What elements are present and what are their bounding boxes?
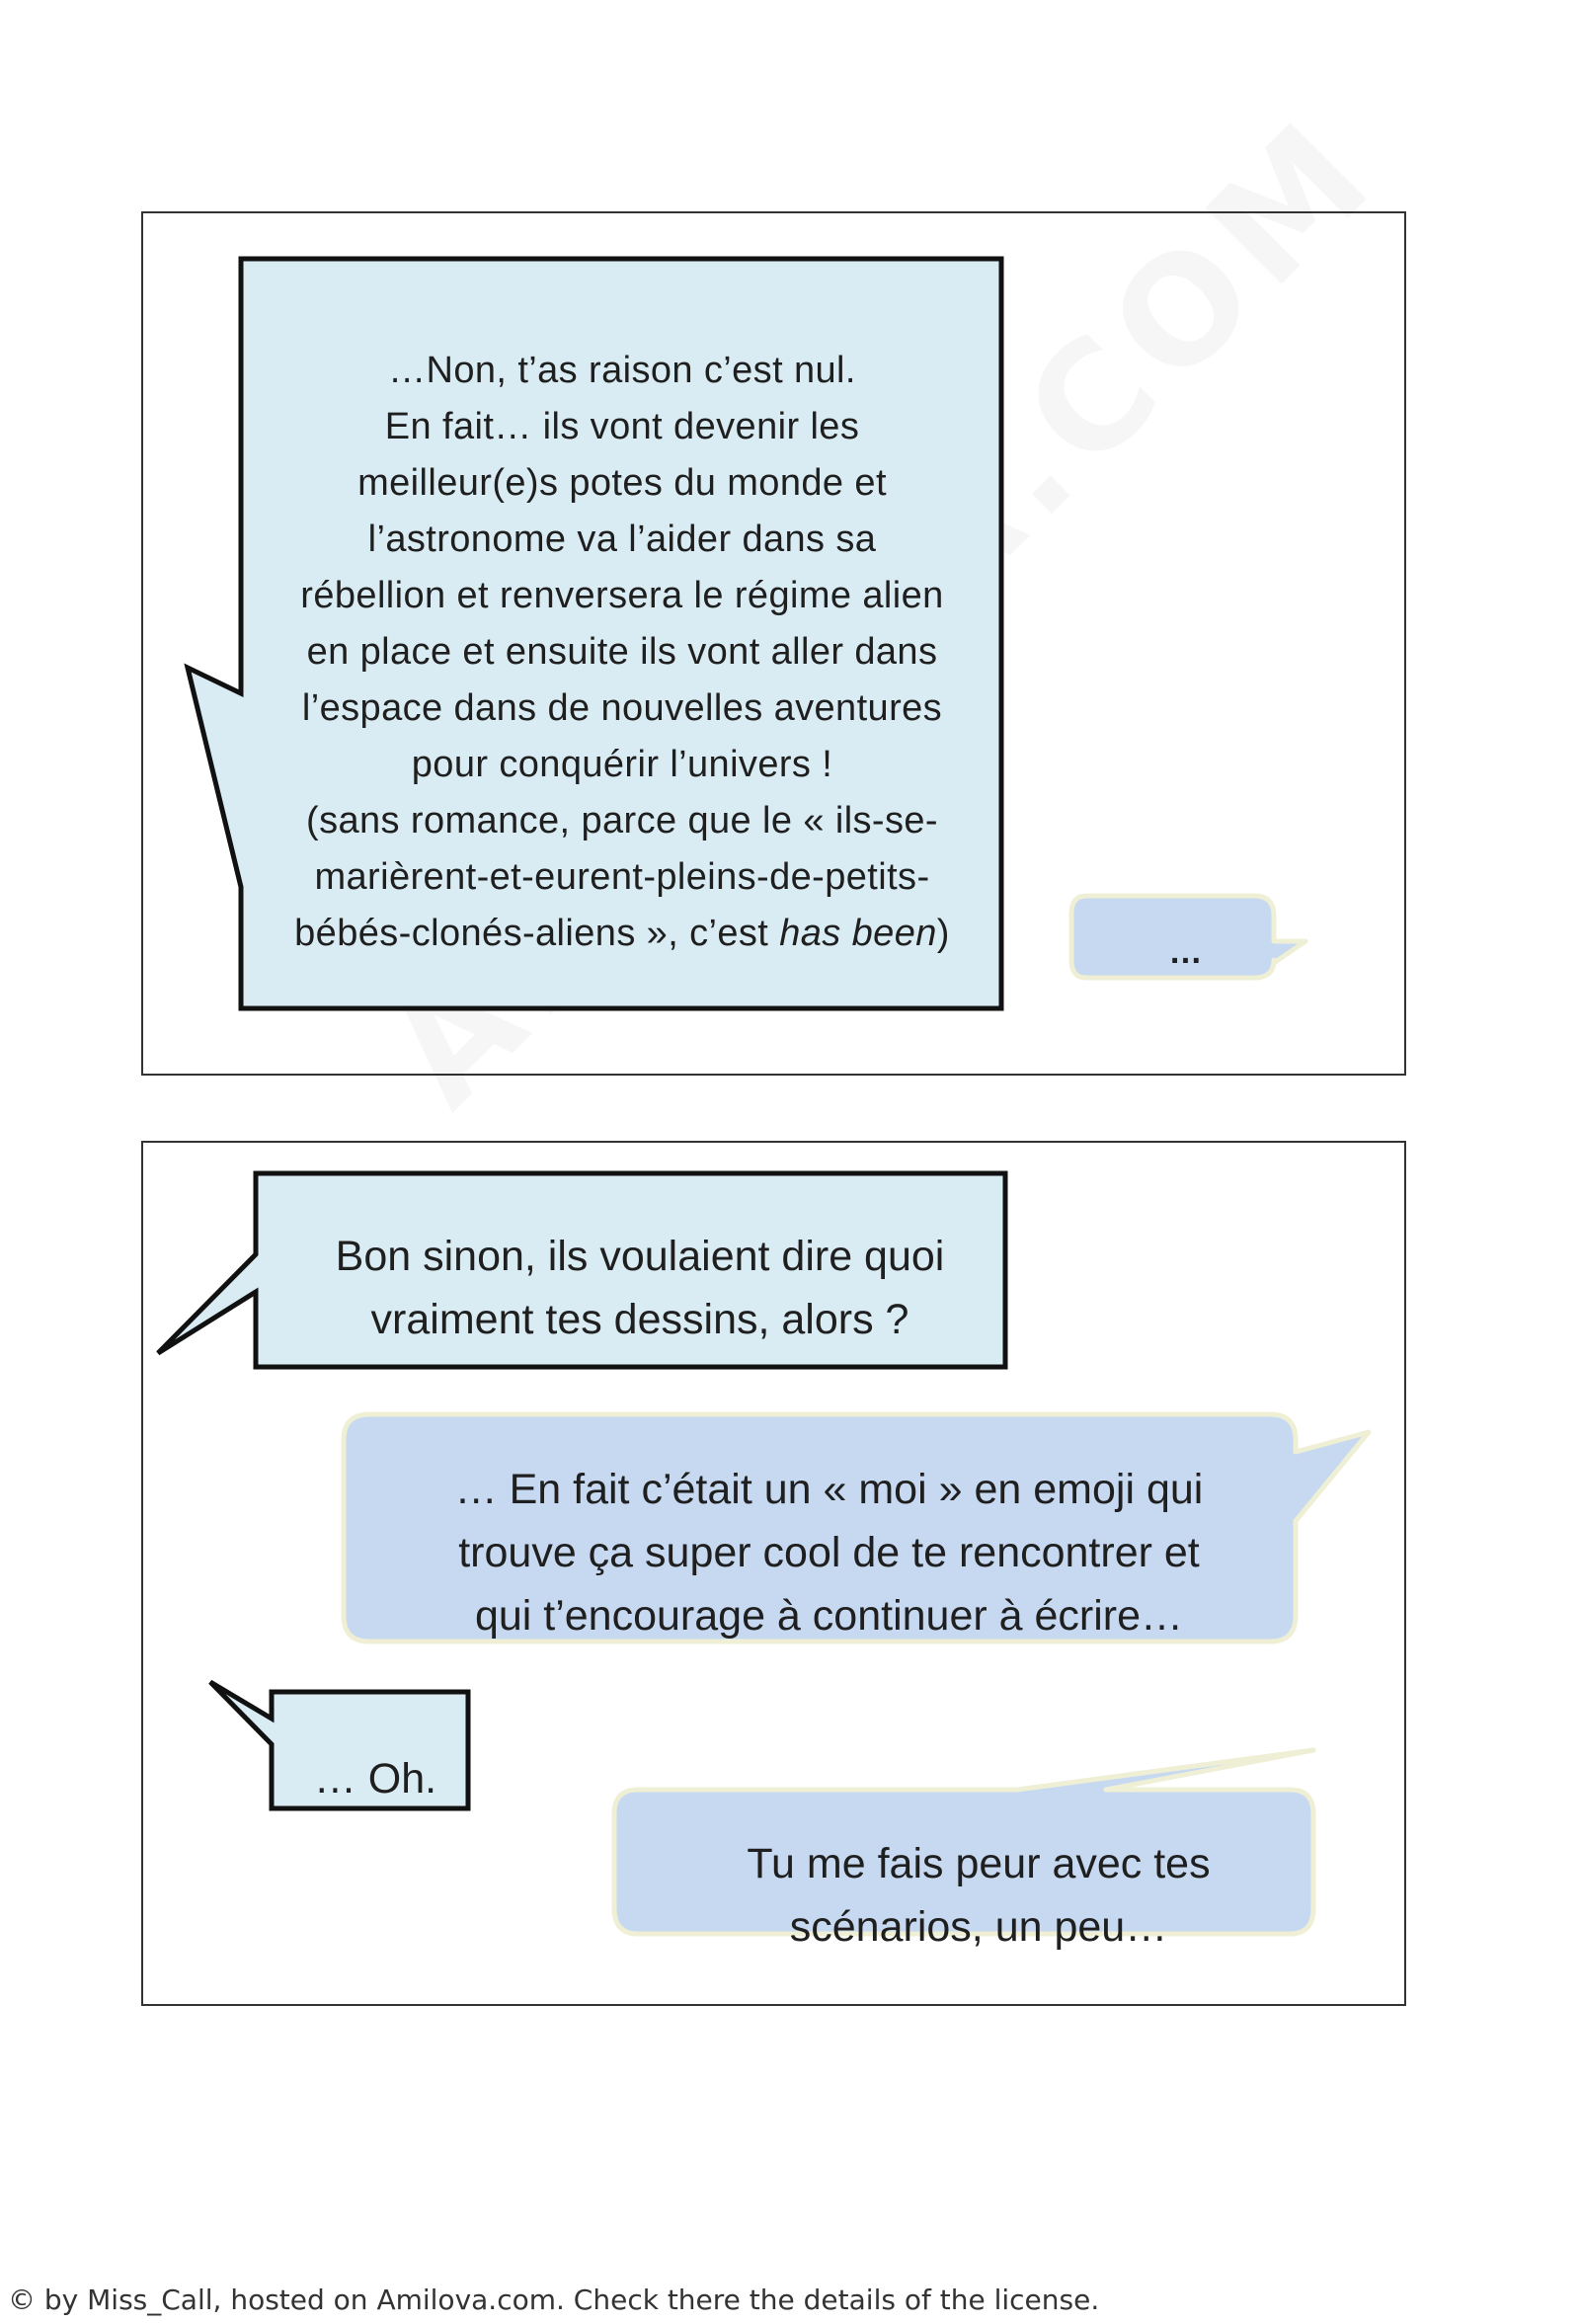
bubble-line: l’astronome va l’aider dans sa — [367, 518, 877, 560]
bubble-line: qui t’encourage à continuer à écrire… — [474, 1592, 1184, 1640]
bubble-line: … En fait c’était un « moi » en emoji qui — [454, 1466, 1204, 1513]
bubble-text-question — [259, 1191, 1021, 1385]
bubble-line: Bon sinon, ils voulaient dire quoi — [335, 1233, 945, 1280]
bubble-line: pour conquérir l’univers ! — [411, 743, 833, 785]
bubble-text-ellipsis: … — [1168, 932, 1205, 971]
bubble-line: En fait… ils vont devenir les — [384, 405, 860, 447]
bubble-text-long — [252, 331, 992, 973]
bubble-text-emoji — [343, 1438, 1315, 1667]
bubble-line-suffix: ) — [936, 912, 950, 954]
bubble-line: vraiment tes dessins, alors ? — [370, 1296, 909, 1343]
bubble-text-fear — [624, 1825, 1333, 1965]
bubble-line: …Non, t’as raison c’est nul. — [388, 349, 856, 391]
bubble-text-oh: … Oh. — [313, 1754, 437, 1803]
bubble-line: meilleur(e)s potes du monde et — [357, 461, 887, 504]
license-footer: © by Miss_Call, hosted on Amilova.com. Check there the details of the license. — [8, 2284, 1100, 2316]
bubble-line: marièrent-et-eurent-pleins-de-petits- — [314, 855, 930, 898]
bubble-line: (sans romance, parce que le « ils-se- — [306, 799, 938, 841]
bubble-line: Tu me fais peur avec tes — [747, 1840, 1211, 1887]
bubble-line: en place et ensuite ils vont aller dans — [306, 630, 938, 673]
bubble-line-emphasis: has been — [779, 912, 937, 954]
bubble-line: scénarios, un peu… — [789, 1903, 1168, 1951]
bubble-line: rébellion et renversera le régime alien — [300, 574, 944, 616]
bubble-line-prefix: bébés-clonés-aliens », c’est — [294, 912, 780, 954]
bubble-line: l’espace dans de nouvelles aventures — [301, 686, 943, 729]
bubble-line: trouve ça super cool de te rencontrer et — [458, 1529, 1200, 1576]
bubble-line-last — [252, 906, 992, 962]
